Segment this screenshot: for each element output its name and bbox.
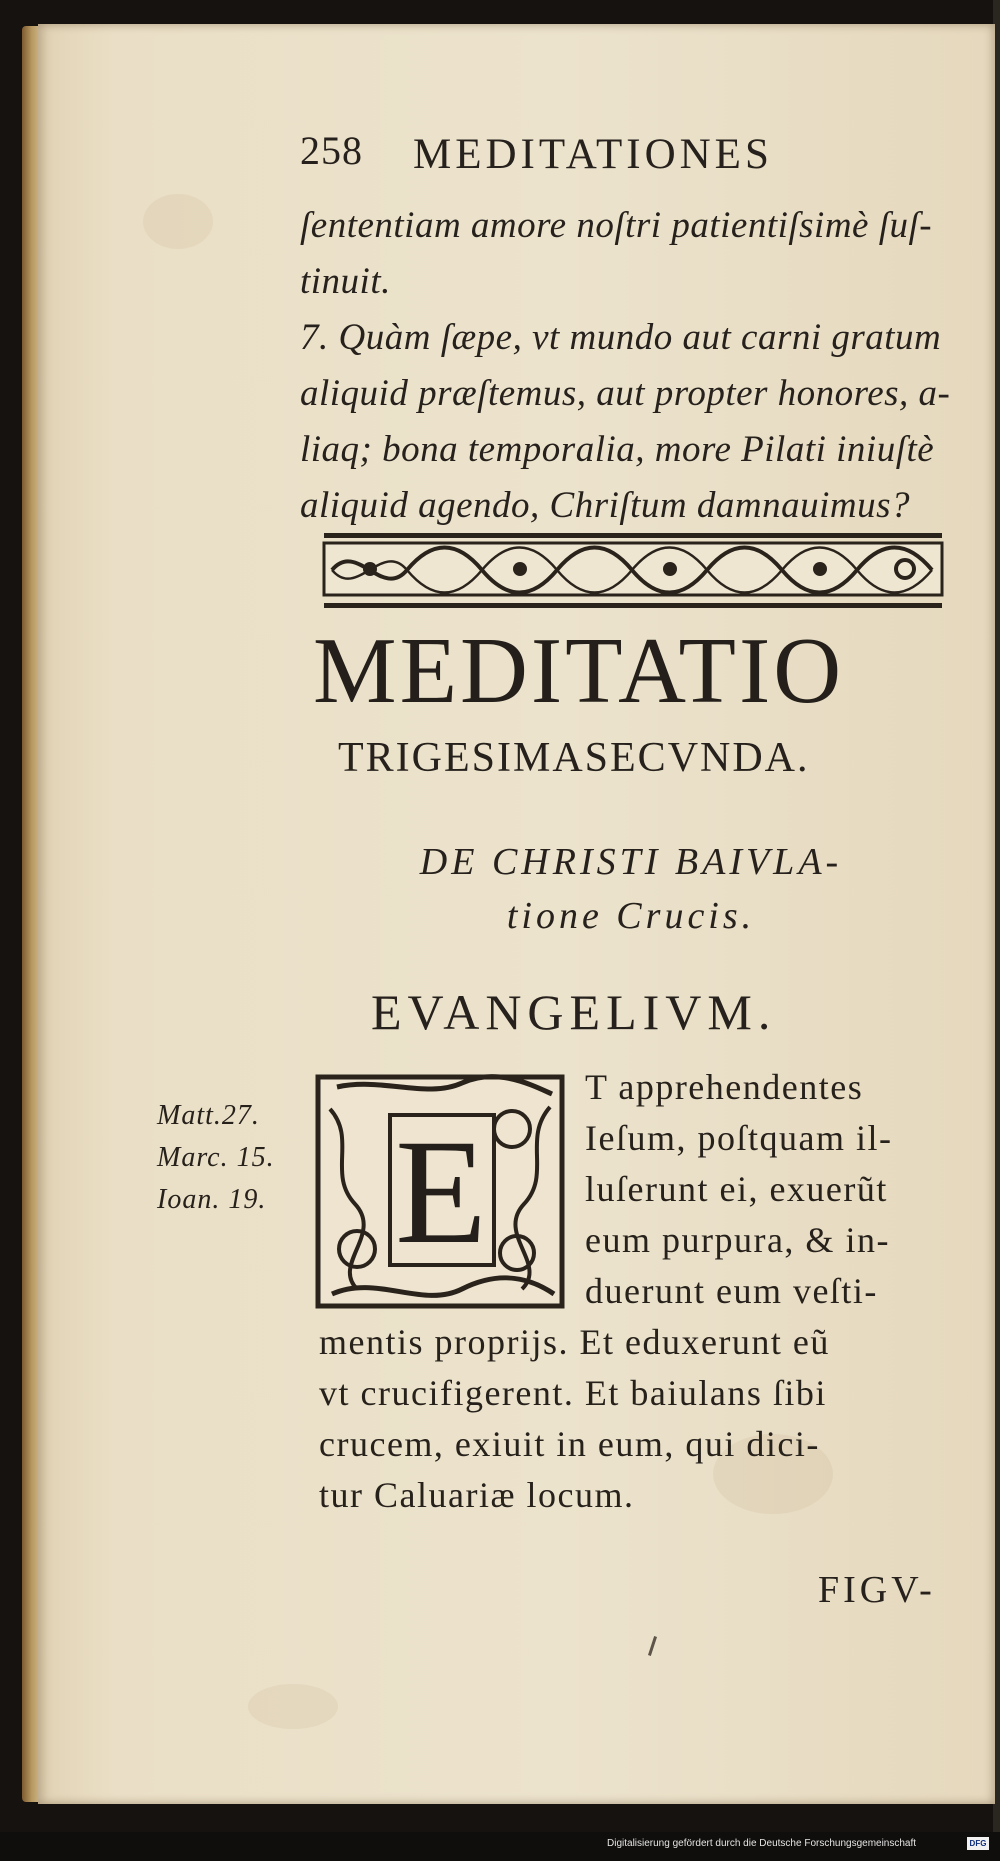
paper-stain-3 — [248, 1684, 338, 1729]
gospel-line: T apprehendentes — [585, 1067, 864, 1107]
ornamental-border — [322, 525, 944, 617]
initial-letter: E — [395, 1109, 487, 1275]
paper-stain-1 — [143, 194, 213, 249]
italic-line: liaq; bona temporalia, more Pilati iniuſtè — [300, 429, 935, 470]
dfg-badge: DFG — [967, 1837, 989, 1850]
italic-line: tinuit. — [300, 261, 391, 302]
italic-line: aliquid præſtemus, aut propter honores, a- — [300, 373, 951, 414]
margin-reference: Ioan. 19. — [157, 1184, 267, 1215]
gospel-line: mentis proprijs. Et eduxerunt eũ — [319, 1322, 830, 1362]
gospel-line: Ieſum, poſtquam il- — [585, 1118, 893, 1158]
italic-passage — [300, 198, 980, 534]
gospel-line: tur Caluariæ locum. — [319, 1475, 635, 1515]
digitization-credit: Digitalisierung gefördert durch die Deutsche Forschungsgemeinschaft — [607, 1838, 917, 1849]
italic-line: aliquid agendo, Chriſtum damnauimus? — [300, 485, 911, 526]
gospel-line: eum purpura, & in- — [585, 1220, 890, 1260]
meditation-subtitle: TRIGESIMASECVNDA. — [338, 735, 810, 781]
catchword: FIGV- — [818, 1569, 936, 1611]
initial-text-block — [585, 1062, 980, 1317]
section-heading-line-2: tione Crucis. — [506, 895, 756, 937]
margin-references — [157, 1095, 275, 1221]
running-head: MEDITATIONES — [413, 131, 773, 178]
gospel-line: luſerunt ei, exuerũt — [585, 1169, 888, 1209]
gospel-line: vt crucifigerent. Et baiulans ſibi — [319, 1373, 827, 1413]
gospel-line: duerunt eum veſti- — [585, 1271, 878, 1311]
decorated-initial — [312, 1069, 570, 1314]
italic-line: 7. Quàm ſæpe, vt mundo aut carni gratum — [300, 317, 942, 358]
section-heading — [356, 835, 906, 943]
gospel-heading: EVANGELIVM. — [371, 984, 777, 1040]
margin-reference: Matt.27. — [157, 1100, 260, 1131]
section-heading-line-1: DE CHRISTI BAIVLA- — [419, 841, 843, 883]
meditation-title: MEDITATIO — [313, 619, 845, 723]
gospel-body — [319, 1317, 989, 1521]
gospel-line: crucem, exiuit in eum, qui dici- — [319, 1424, 820, 1464]
page-number: 258 — [300, 128, 363, 173]
margin-reference: Marc. 15. — [157, 1142, 275, 1173]
italic-line: ſententiam amore noſtri patientiſsimè ſuſ- — [300, 205, 933, 246]
